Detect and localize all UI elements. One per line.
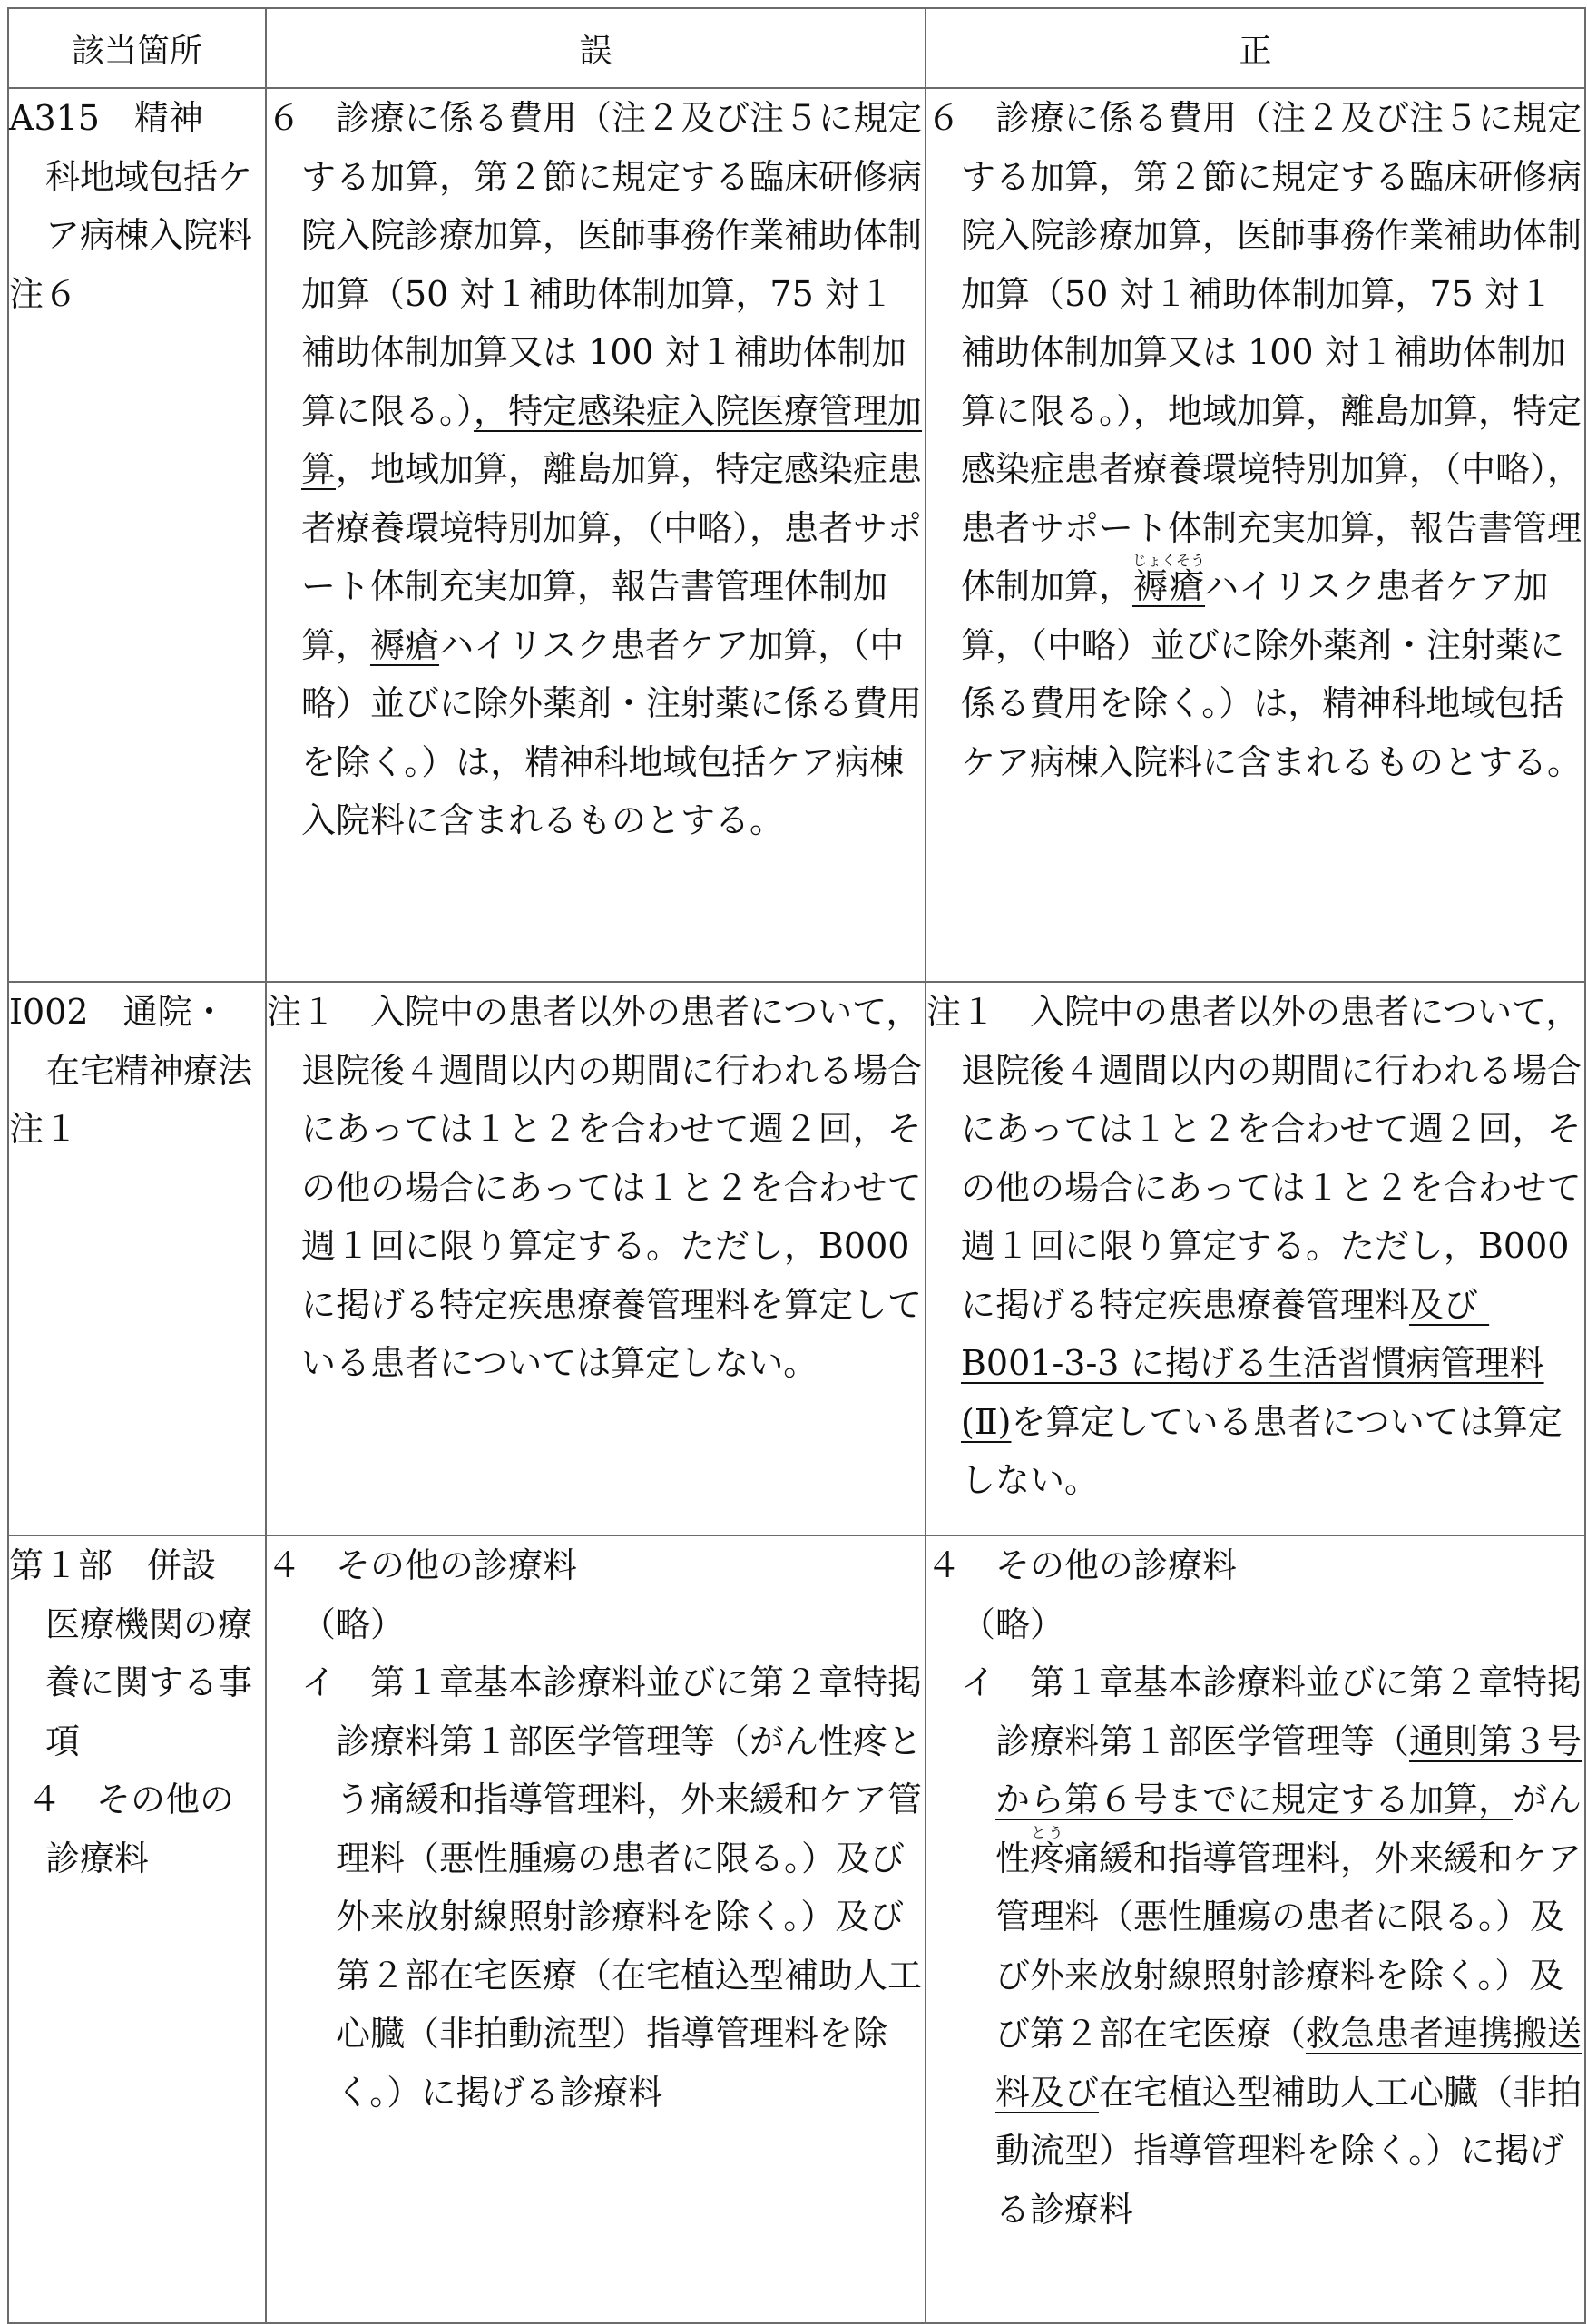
- errata-table: [7, 7, 1586, 2324]
- location-line: 第１部 併設: [9, 1545, 217, 1585]
- header-wrong: 誤: [266, 8, 926, 88]
- location-line: 注１: [9, 1109, 79, 1149]
- underlined-text: 及び B001-3-3 に掲げる生活習慣病管理料(Ⅱ): [961, 1284, 1544, 1442]
- table-row: [8, 1535, 1585, 2323]
- location-line: I002 通院・: [9, 992, 227, 1032]
- wrong-cell: [266, 982, 926, 1535]
- location-line: A315 精神: [9, 98, 203, 138]
- location-cell: [8, 982, 266, 1535]
- location-line: 医療機関の療養に関する事項: [45, 1603, 253, 1761]
- location-cell: [8, 88, 266, 982]
- underlined-text: ，特定感染症入院医療管理加算: [301, 390, 923, 489]
- header-location: 該当箇所: [8, 8, 266, 88]
- wrong-heading: ４ その他の診療料: [267, 1545, 578, 1585]
- underlined-text: 通則第３号から第６号までに規定する加算，: [995, 1721, 1582, 1819]
- header-correct: 正: [926, 8, 1585, 88]
- correct-heading: ４ その他の診療料: [926, 1545, 1238, 1585]
- location-line: ４ その他の: [27, 1780, 235, 1819]
- correct-cell: [926, 1535, 1585, 2323]
- location-line: 科地域包括ケア病棟入院料: [45, 156, 253, 255]
- correct-cell: [926, 982, 1585, 1535]
- ruby-word: 疼とう: [1030, 1823, 1065, 1878]
- correct-text: イ 第１章基本診療料並びに第２章特掲診療料第１部医学管理等（通則第３号から第６号までに規定する加算，がん性疼とう痛緩和指導管理料，外来緩和ケア管理料（悪性腫瘍の患者に限る。）及び外来放射線照射診療料を除く。）及び第２部在宅医療（救急患者連携搬送料及び在宅植込型補助人工心臓（非拍動流型）指導管理料を除く。）に掲げる診療料: [961, 1662, 1582, 2230]
- wrong-text: イ 第１章基本診療料並びに第２章特掲診療料第１部医学管理等（がん性疼とう痛緩和指導管理料，外来緩和ケア管理料（悪性腫瘍の患者に限る。）及び外来放射線照射診療料を除く。）及び第２部在宅医療（在宅植込型補助人工心臓（非拍動流型）指導管理料を除く。）に掲げる診療料: [301, 1662, 923, 2113]
- wrong-cell: [266, 88, 926, 982]
- table-row: [8, 88, 1585, 982]
- wrong-text: ６ 診療に係る費用（注２及び注５に規定する加算，第２節に規定する臨床研修病院入院診療加算，医師事務作業補助体制加算（50 対１補助体制加算，75 対１補助体制加算又は 100 対１補助体制加算に限る。），特定感染症入院医療管理加算，地域加算，離島加算，特定感染症患者療養環境特別加算，（中略），患者サポート体制充実加算，報告書管理体制加算，褥瘡ハイリスク患者ケア加算，（中略）並びに除外薬剤・注射薬に係る費用を除く。）は，精神科地域包括ケア病棟入院料に含まれるものとする。: [267, 98, 923, 840]
- correct-cell: [926, 88, 1585, 982]
- location-line: 注６: [9, 273, 79, 314]
- correct-omitted: （略）: [961, 1603, 1065, 1644]
- wrong-cell: [266, 1535, 926, 2323]
- correct-text: ６ 診療に係る費用（注２及び注５に規定する加算，第２節に規定する臨床研修病院入院診療加算，医師事務作業補助体制加算（50 対１補助体制加算，75 対１補助体制加算又は 100 対１補助体制加算に限る。），地域加算，離島加算，特定感染症患者療養環境特別加算，（中略），患者サポート体制充実加算，報告書管理体制加算，褥瘡じょくそうハイリスク患者ケア加算，（中略）並びに除外薬剤・注射薬に係る費用を除く。）は，精神科地域包括ケア病棟入院料に含まれるものとする。: [926, 98, 1582, 782]
- wrong-omitted: （略）: [301, 1603, 406, 1644]
- location-line: 在宅精神療法: [45, 1050, 253, 1091]
- underlined-text: 褥瘡じょくそう: [1132, 552, 1206, 606]
- wrong-text: 注１ 入院中の患者以外の患者について，退院後４週間以内の期間に行われる場合にあっては１と２を合わせて週２回，その他の場合にあっては１と２を合わせて週１回に限り算定する。ただし，B000 に掲げる特定疾患療養管理料を算定している患者については算定しない。: [267, 992, 923, 1383]
- correct-text: 注１ 入院中の患者以外の患者について，退院後４週間以内の期間に行われる場合にあっては１と２を合わせて週２回，その他の場合にあっては１と２を合わせて週１回に限り算定する。ただし，B000 に掲げる特定疾患療養管理料及び B001-3-3 に掲げる生活習慣病管理料(Ⅱ)を算定している患者については算定しない。: [926, 992, 1582, 1500]
- table-header-row: [8, 8, 1585, 88]
- underlined-text: 救急患者連携搬送料及び: [995, 2014, 1582, 2113]
- location-cell: [8, 1535, 266, 2323]
- underlined-text: 褥瘡: [370, 624, 440, 665]
- location-line: 診療料: [45, 1838, 150, 1878]
- table-row: [8, 982, 1585, 1535]
